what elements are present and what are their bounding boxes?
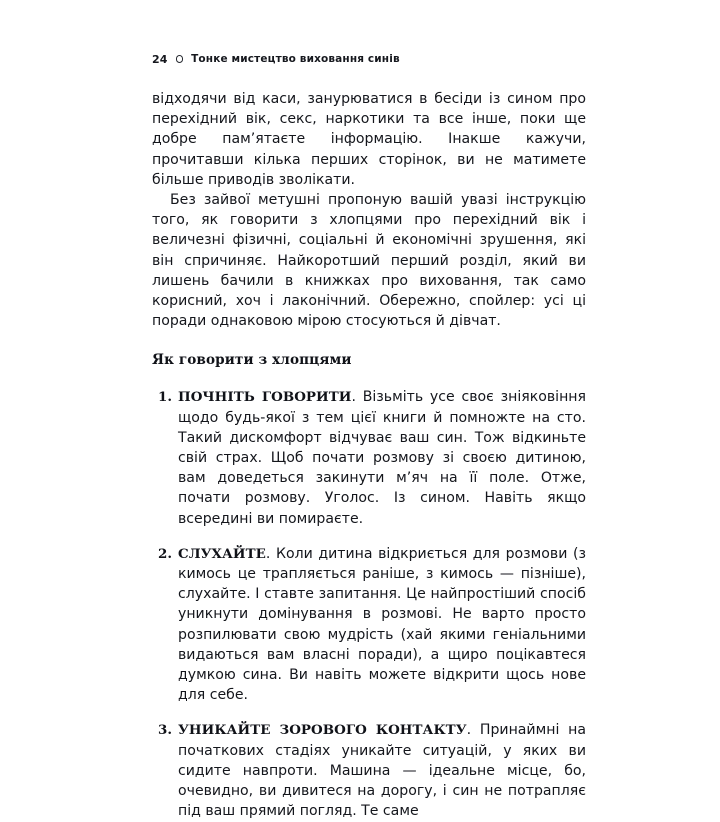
list-item-number: 2. (158, 545, 172, 562)
list-item-text: . Принаймні на початкових стадіях уникайте ситуацій, у яких ви сидите навпроти. Машина — ідеальне місце, бо, очевидно, ви дивитеся на дорогу, і син не потрапляє під ваш прямий погляд. Те саме (178, 722, 586, 820)
list-item (152, 720, 586, 821)
list-item-text: . Коли дитина відкриється для розмови (з кимось це трапляється раніше, з кимось — пізніше), слухайте. І ставте запитання. Це найпростіший спосіб уникнути домінування в розмові. Не варто просто розпилювати свою мудрість (хай якими геніальними видаються вам власні поради), а щиро поцікавтеся думкою сина. Ви навіть можете відкрити щось нове для себе. (178, 545, 586, 704)
running-head (152, 47, 586, 71)
page-number: 24 (152, 52, 168, 66)
list-item-label: УНИКАЙТЕ ЗОРОВОГО КОНТАКТУ (178, 722, 467, 739)
list-item (152, 544, 586, 706)
page-content-column (152, 0, 586, 822)
list-item-body (178, 387, 586, 528)
paragraph-1: відходячи від каси, занурюватися в бесіди із сином про перехідний вік, секс, наркотики та все інше, поки ще добре пам’ятаєте інформацію. Інакше кажучи, прочитавши кілька перших сторінок, ви не матимете більше приводів зволікати. (152, 91, 586, 188)
list-item-body (178, 720, 586, 821)
circle-icon (176, 55, 184, 63)
paragraph-2: Без зайвої метушні пропоную вашій увазі інструкцію того, як говорити з хлопцями про перехідний вік і величезні фізичні, соціальні й економічні зрушення, які він спричиняє. Найкоротший перший розділ, який ви лишень бачили в книжках про виховання, так само корисний, хоч і лаконічний. Обережно, спойлер: усі ці поради однаковою мірою стосуються й дівчат. (152, 192, 586, 330)
running-head-title: Тонке мистецтво виховання синів (191, 53, 400, 65)
body-text-block (152, 89, 586, 331)
list-item-number: 1. (158, 389, 172, 406)
list-item-body (178, 544, 586, 706)
section-heading: Як говорити з хлопцями (152, 352, 352, 369)
list-item-number: 3. (158, 722, 172, 739)
list-item-label: СЛУХАЙТЕ (178, 545, 266, 562)
tips-list (152, 387, 586, 821)
list-item-label: ПОЧНІТЬ ГОВОРИТИ (178, 389, 352, 406)
list-item-text: . Візьміть усе своє зніяковіння щодо будь-якої з тем цієї книги й помножте на сто. Такий дискомфорт відчуває ваш син. Тож відкиньте свій страх. Щоб почати розмову зі своєю дитиною, вам доведеться закинути м’яч на її поле. Отже, почати розмову. Уголос. Із сином. Навіть якщо всередині ви помираєте. (178, 389, 586, 527)
list-item (152, 387, 586, 528)
